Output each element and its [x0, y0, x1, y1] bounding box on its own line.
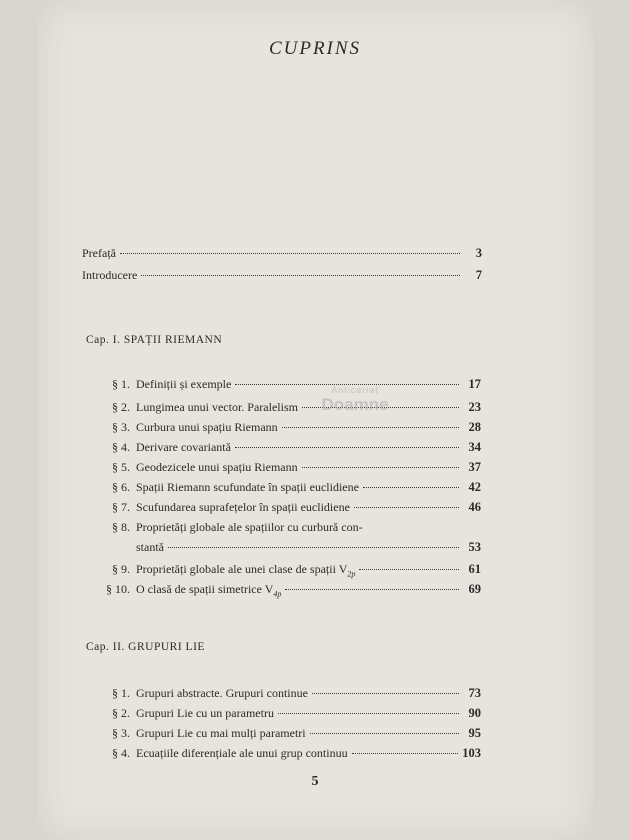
- toc-entry: [96, 686, 481, 701]
- section-number: § 6.: [112, 480, 130, 494]
- toc-entry-page: 103: [462, 746, 481, 760]
- toc-entry-page: 7: [475, 268, 482, 282]
- section-number: § 4.: [112, 440, 130, 454]
- leader-dots: [141, 275, 460, 276]
- watermark-line-2: Doamne: [321, 395, 389, 414]
- toc-entry-label: Geodezicele unui spațiu Riemann: [136, 460, 298, 474]
- page-number: 5: [311, 774, 319, 789]
- section-number: § 3.: [112, 726, 130, 740]
- leader-dots: [310, 733, 459, 734]
- toc-entry: [96, 706, 481, 721]
- toc-entry: [96, 420, 481, 435]
- section-number: § 9.: [112, 562, 130, 576]
- toc-entry-page: 42: [468, 480, 481, 494]
- watermark-line-1: Anticariat: [331, 385, 379, 395]
- toc-entry-page: 3: [475, 246, 482, 260]
- leader-dots: [282, 427, 459, 428]
- toc-entry-label: O clasă de spații simetrice V: [136, 582, 274, 596]
- toc-entry-page: 28: [468, 420, 481, 434]
- toc-entry-page: 53: [468, 540, 481, 554]
- toc-entry-page: 46: [468, 500, 481, 514]
- section-number: § 8.: [112, 520, 130, 534]
- toc-entry: [96, 582, 481, 598]
- toc-entry-label: Prefață: [82, 246, 116, 260]
- toc-entry-page: 61: [468, 562, 481, 576]
- page-title: CUPRINS: [268, 38, 362, 59]
- leader-dots: [120, 253, 460, 254]
- toc-entry-label: Curbura unui spațiu Riemann: [136, 420, 278, 434]
- toc-entry: [96, 726, 481, 741]
- toc-entry-page: 34: [468, 440, 481, 454]
- toc-entry: [96, 746, 481, 761]
- section-number: § 1.: [112, 377, 130, 391]
- section-number: § 3.: [112, 420, 130, 434]
- toc-entry-label: Scufundarea suprafețelor în spații euclidiene: [136, 500, 350, 514]
- toc-entry-page: 17: [468, 377, 481, 391]
- leader-dots: [168, 547, 459, 548]
- toc-entry-continuation: [136, 540, 481, 555]
- toc-entry-label: Proprietăți globale ale spațiilor cu curbură con-: [136, 520, 363, 534]
- toc-entry: [96, 500, 481, 515]
- watermark: [300, 385, 410, 415]
- toc-entry-label: Spații Riemann scufundate în spații euclidiene: [136, 480, 359, 494]
- leader-dots: [302, 467, 459, 468]
- toc-entry-preface: [82, 246, 482, 261]
- subscript: 4p: [273, 589, 282, 599]
- section-number: § 7.: [112, 500, 130, 514]
- toc-entry-page: 73: [468, 686, 481, 700]
- section-number: § 4.: [112, 746, 130, 760]
- chapter-heading: Cap. II. GRUPURI LIE: [86, 641, 205, 653]
- leader-dots: [359, 569, 459, 570]
- toc-entry-page: 95: [468, 726, 481, 740]
- toc-entry-label: Grupuri Lie cu un parametru: [136, 706, 274, 720]
- toc-entry-page: 37: [468, 460, 481, 474]
- toc-entry-label: Grupuri Lie cu mai mulți parametri: [136, 726, 306, 740]
- toc-entry-label: stantă: [136, 540, 164, 554]
- toc-entry-label: Grupuri abstracte. Grupuri continue: [136, 686, 308, 700]
- section-number: § 5.: [112, 460, 130, 474]
- toc-entry: [96, 440, 481, 455]
- leader-dots: [363, 487, 459, 488]
- toc-entry-label: Proprietăți globale ale unei clase de spații V: [136, 562, 348, 576]
- section-number: § 1.: [112, 686, 130, 700]
- subscript: 2p: [347, 569, 356, 579]
- leader-dots: [285, 589, 459, 590]
- section-number: § 2.: [112, 706, 130, 720]
- toc-entry-page: 23: [468, 400, 481, 414]
- section-number: § 2.: [112, 400, 130, 414]
- chapter-heading: Cap. I. SPAȚII RIEMANN: [86, 334, 223, 346]
- toc-entry-label: Lungimea unui vector. Paralelism: [136, 400, 298, 414]
- toc-entry-label: Derivare covariantă: [136, 440, 231, 454]
- toc-entry: [96, 377, 481, 392]
- toc-entry: [96, 460, 481, 475]
- toc-entry: [96, 400, 481, 415]
- toc-entry: [96, 480, 481, 495]
- toc-entry-label: Definiții și exemple: [136, 377, 232, 391]
- leader-dots: [278, 713, 459, 714]
- leader-dots: [352, 753, 459, 754]
- toc-entry-label: Ecuațiile diferențiale ale unui grup continuu: [136, 746, 348, 760]
- toc-entry: [96, 562, 481, 578]
- leader-dots: [312, 693, 459, 694]
- toc-entry-introduction: [82, 268, 482, 283]
- leader-dots: [354, 507, 459, 508]
- toc-entry-label: Introducere: [82, 268, 138, 282]
- toc-entry: [96, 520, 481, 535]
- toc-entry-page: 90: [468, 706, 481, 720]
- toc-entry-page: 69: [468, 582, 481, 596]
- leader-dots: [235, 447, 459, 448]
- section-number: § 10.: [106, 582, 130, 596]
